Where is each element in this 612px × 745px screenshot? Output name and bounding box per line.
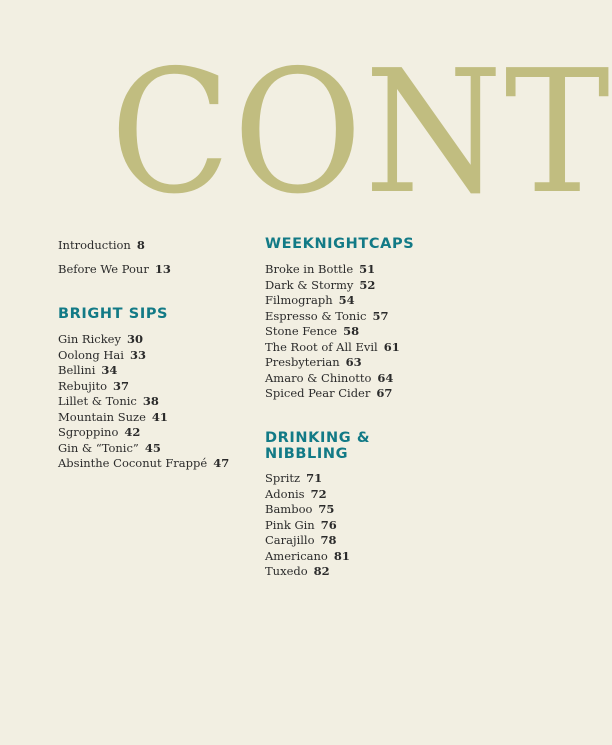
entry-page: 30	[126, 332, 143, 346]
toc-entry[interactable]	[265, 309, 388, 323]
entry-page: 67	[376, 386, 393, 400]
entry-title: Broke in Bottle	[265, 262, 354, 276]
toc-entry-introduction[interactable]	[58, 238, 145, 252]
toc-entry[interactable]	[58, 394, 159, 408]
entry-page: 71	[306, 471, 323, 485]
entry-title: Oolong Hai	[58, 347, 124, 362]
section-heading-drinking-nibbling-line1: DRINKING &	[265, 430, 371, 446]
entry-page: 41	[151, 409, 168, 424]
toc-entry[interactable]	[58, 410, 168, 424]
toc-entry[interactable]	[58, 379, 129, 393]
entry-page: 78	[320, 533, 337, 547]
entry-title: Presbyterian	[265, 355, 340, 369]
entry-page: 37	[113, 378, 130, 393]
toc-entry[interactable]	[265, 487, 327, 501]
toc-entry[interactable]	[265, 533, 337, 547]
entry-page: 75	[318, 502, 335, 516]
toc-entry[interactable]	[58, 425, 140, 439]
entry-page: 81	[333, 548, 350, 563]
toc-entry[interactable]	[265, 518, 337, 532]
entry-title: Introduction	[58, 238, 131, 252]
entry-title: Stone Fence	[265, 324, 338, 338]
entry-page: 63	[345, 355, 362, 369]
entry-page: 42	[124, 425, 141, 439]
entry-page: 45	[144, 440, 161, 455]
entry-page: 54	[338, 293, 355, 307]
entry-title: Gin Rickey	[58, 332, 121, 346]
entry-title: Bellini	[58, 363, 96, 377]
entry-page: 51	[359, 262, 376, 276]
toc-entry[interactable]	[265, 340, 400, 354]
toc-entry-before-we-pour[interactable]	[58, 262, 171, 276]
entry-page: 58	[343, 324, 360, 338]
toc-entry[interactable]	[265, 278, 375, 292]
section-heading-bright-sips: BRIGHT SIPS	[58, 306, 169, 322]
entry-title: Carajillo	[265, 533, 315, 547]
page-title: CONT	[110, 34, 612, 232]
entry-title: Espresso & Tonic	[265, 308, 367, 323]
entry-page: 82	[313, 564, 330, 578]
entry-page: 72	[310, 486, 327, 501]
entry-title: Pink Gin	[265, 517, 315, 532]
entry-page: 61	[383, 339, 400, 354]
toc-entry[interactable]	[265, 324, 359, 338]
toc-entry[interactable]	[265, 564, 330, 578]
entry-title: Tuxedo	[265, 564, 308, 578]
toc-entry[interactable]	[265, 549, 350, 563]
entry-title: Adonis	[265, 486, 305, 501]
entry-page: 76	[320, 517, 337, 532]
toc-entry[interactable]	[58, 456, 229, 470]
entry-title: Spiced Pear Cider	[265, 386, 371, 400]
toc-entry[interactable]	[265, 471, 322, 485]
entry-title: Bamboo	[265, 502, 313, 516]
entry-page: 38	[142, 394, 159, 408]
entry-title: Sgroppino	[58, 425, 119, 439]
entry-title: Absinthe Coconut Frappé	[58, 456, 208, 470]
toc-entry[interactable]	[58, 332, 143, 346]
entry-title: Filmograph	[265, 293, 333, 307]
entry-title: Before We Pour	[58, 262, 149, 276]
entry-title: Spritz	[265, 471, 301, 485]
entry-title: Americano	[265, 548, 328, 563]
toc-entry[interactable]	[58, 441, 161, 455]
entry-title: Gin & “Tonic”	[58, 440, 139, 455]
entry-title: Mountain Suze	[58, 409, 146, 424]
toc-entry[interactable]	[265, 293, 355, 307]
toc-entry[interactable]	[265, 371, 393, 385]
toc-entry[interactable]	[265, 262, 375, 276]
entry-title: Amaro & Chinotto	[265, 370, 372, 385]
entry-page: 34	[101, 363, 118, 377]
entry-title: Dark & Stormy	[265, 277, 354, 292]
entry-page: 33	[129, 347, 146, 362]
entry-page: 57	[372, 308, 389, 323]
toc-entry[interactable]	[265, 355, 362, 369]
entry-page: 8	[136, 238, 145, 252]
entry-title: Lillet & Tonic	[58, 394, 137, 408]
toc-entry[interactable]	[58, 348, 146, 362]
entry-page: 64	[377, 370, 394, 385]
toc-entry[interactable]	[58, 363, 117, 377]
section-heading-weeknightcaps: WEEKNIGHTCAPS	[265, 236, 415, 252]
entry-title: The Root of All Evil	[265, 339, 378, 354]
toc-entry[interactable]	[265, 502, 334, 516]
toc-entry[interactable]	[265, 386, 392, 400]
entry-title: Rebujito	[58, 378, 108, 393]
section-heading-drinking-nibbling-line2: NIBBLING	[265, 446, 349, 462]
entry-page: 52	[359, 277, 376, 292]
entry-page: 13	[154, 262, 171, 276]
entry-page: 47	[213, 456, 230, 470]
